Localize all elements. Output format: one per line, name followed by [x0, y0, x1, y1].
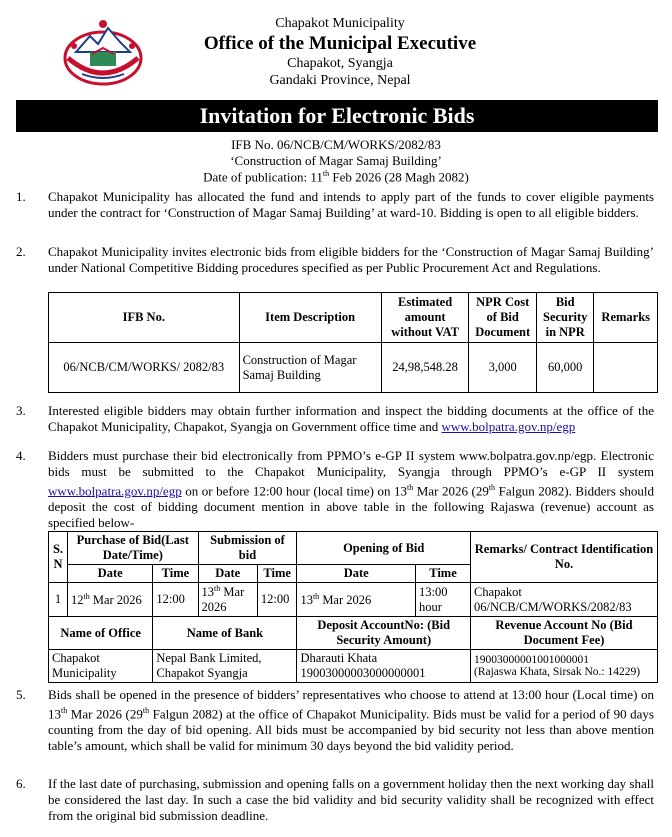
cell-opening-date: 13th Mar 2026 [297, 583, 416, 617]
org-name: Chapakot Municipality [275, 16, 405, 31]
table-row [49, 343, 658, 393]
paragraph-number: 3. [16, 403, 26, 418]
office-name: Office of the Municipal Executive [203, 33, 477, 54]
cell-bank: Nepal Bank Limited, Chapakot Syangja [153, 650, 297, 683]
cell-purchase-date: 12th Mar 2026 [68, 583, 153, 617]
cell-office: Chapakot Municipality [49, 650, 153, 683]
paragraph-text: Bidders must purchase their bid electronically from PPMO’s e-GP II system www.bolpatra.gov.np/egp. Electronic bids must be submitted to the Chapakot Municipality, Syangja through PPMO’s e-GP II system www.bolpatra.gov.np/egp on or before 12:00 hour (local time) on 13th Mar 2026 (29th Falgun 2082). Bidders should deposit the cost of bidding document mention in above table in the following Rajaswa (revenue) account as specified below- [48, 448, 654, 531]
cell-remarks [594, 343, 658, 393]
col-header-estimate: Estimated amount without VAT [381, 293, 469, 343]
paragraph-number: 4. [16, 448, 26, 463]
cell-doc-cost: 3,000 [469, 343, 537, 393]
cell-submission-date: 13th Mar 2026 [198, 583, 257, 617]
paragraph-4 [16, 448, 656, 531]
col-header-deposit: Deposit AccountNo: (Bid Security Amount) [297, 617, 471, 650]
col-header-ifb: IFB No. [49, 293, 240, 343]
ifb-number: IFB No. 06/NCB/CM/WORKS/2082/83 [231, 137, 441, 152]
paragraph-number: 6. [16, 776, 26, 791]
col-header-bank: Name of Bank [153, 617, 297, 650]
cell-purchase-time: 12:00 [153, 583, 198, 617]
paragraph-text: Interested eligible bidders may obtain further information and inspect the bidding documents at the office of the Chapakot Municipality, Chapakot, Syangja on Government office time and www.bolpatra.gov.np/egp [48, 403, 654, 434]
cell-submission-time: 12:00 [257, 583, 297, 617]
col-header-time: Time [257, 565, 297, 583]
col-header-time: Time [416, 565, 471, 583]
paragraph-6 [16, 776, 656, 828]
table-row [49, 583, 658, 617]
col-header-sn: S. N [49, 532, 68, 583]
cell-bid-security: 60,000 [536, 343, 593, 393]
paragraph-3 [16, 403, 656, 437]
col-header-purchase: Purchase of Bid(Last Date/Time) [68, 532, 199, 565]
col-header-opening: Opening of Bid [297, 532, 471, 565]
cell-ifb: 06/NCB/CM/WORKS/ 2082/83 [49, 343, 240, 393]
paragraph-text: If the last date of purchasing, submission and opening falls on a government holiday then the next working day shall be considered the last day. In such a case the bid validity and bid security validity shall be recognized with effect from the original bid submission deadline. [48, 776, 654, 823]
paragraph-text: Chapakot Municipality invites electronic bids from eligible bidders for the ‘Construction of Magar Samaj Building’ under National Competitive Bidding procedures specified as per Public Procurement Act and Regulations. [48, 244, 654, 275]
schedule-table [48, 531, 658, 683]
egp-link[interactable]: www.bolpatra.gov.np/egp [48, 483, 182, 499]
col-header-date: Date [198, 565, 257, 583]
paragraph-number: 5. [16, 687, 26, 702]
col-header-submission: Submission of bid [198, 532, 297, 565]
paragraph-number: 1. [16, 189, 26, 204]
col-header-date: Date [297, 565, 416, 583]
col-header-remarks: Remarks [594, 293, 658, 343]
cell-revenue: 19003000001001000001 (Rajaswa Khata, Sirsak No.: 14229) [471, 650, 658, 683]
paragraph-text: Chapakot Municipality has allocated the fund and intends to apply part of the funds to cover eligible payments under the contract for ‘Construction of Magar Samaj Building’ at ward-10. Bidding is open to all eligible bidders. [48, 189, 654, 220]
cell-description: Construction of Magar Samaj Building [239, 343, 381, 393]
paragraph-number: 2. [16, 244, 26, 259]
paragraph-1 [16, 189, 656, 239]
document-header [0, 0, 672, 100]
cell-remark: Chapakot 06/NCB/CM/WORKS/2082/83 [471, 583, 658, 617]
col-header-date: Date [68, 565, 153, 583]
cell-sn: 1 [49, 583, 68, 617]
col-header-remarks: Remarks/ Contract Identification No. [471, 532, 658, 583]
col-header-description: Item Description [239, 293, 381, 343]
bolpatra-link[interactable]: www.bolpatra.gov.np/egp [441, 419, 576, 434]
office-place: Chapakot, Syangja [287, 56, 393, 71]
bid-summary-table [48, 292, 658, 393]
col-header-revenue: Revenue Account No (Bid Document Fee) [471, 617, 658, 650]
col-header-time: Time [153, 565, 198, 583]
page-title: Invitation for Electronic Bids [16, 100, 658, 132]
paragraph-2 [16, 244, 656, 292]
col-header-office: Name of Office [49, 617, 153, 650]
cell-opening-time: 13:00 hour [416, 583, 471, 617]
col-header-doc-cost: NPR Cost of Bid Document [469, 293, 537, 343]
office-province: Gandaki Province, Nepal [269, 73, 411, 88]
col-header-bid-security: Bid Security in NPR [536, 293, 593, 343]
publication-date: Date of publication: 11th Feb 2026 (28 Magh 2082) [203, 169, 469, 185]
project-name: ‘Construction of Magar Samaj Building’ [230, 153, 442, 168]
paragraph-5 [16, 687, 656, 767]
cell-estimate: 24,98,548.28 [381, 343, 469, 393]
table-row [49, 650, 658, 683]
paragraph-text: Bids shall be opened in the presence of bidders’ representatives who choose to attend at 13:00 hour (Local time) on 13th Mar 2026 (29th Falgun 2082) at the office of Chapakot Municipality. Bids must be valid for a period of 90 days counting from the day of bid opening. All bids must be accompanied by bid security not less than above mention table’s amount, which shall be valid for minimum 30 days beyond the bid validity period. [48, 687, 654, 754]
cell-deposit: Dharauti Khata 19003000003000000001 [297, 650, 471, 683]
